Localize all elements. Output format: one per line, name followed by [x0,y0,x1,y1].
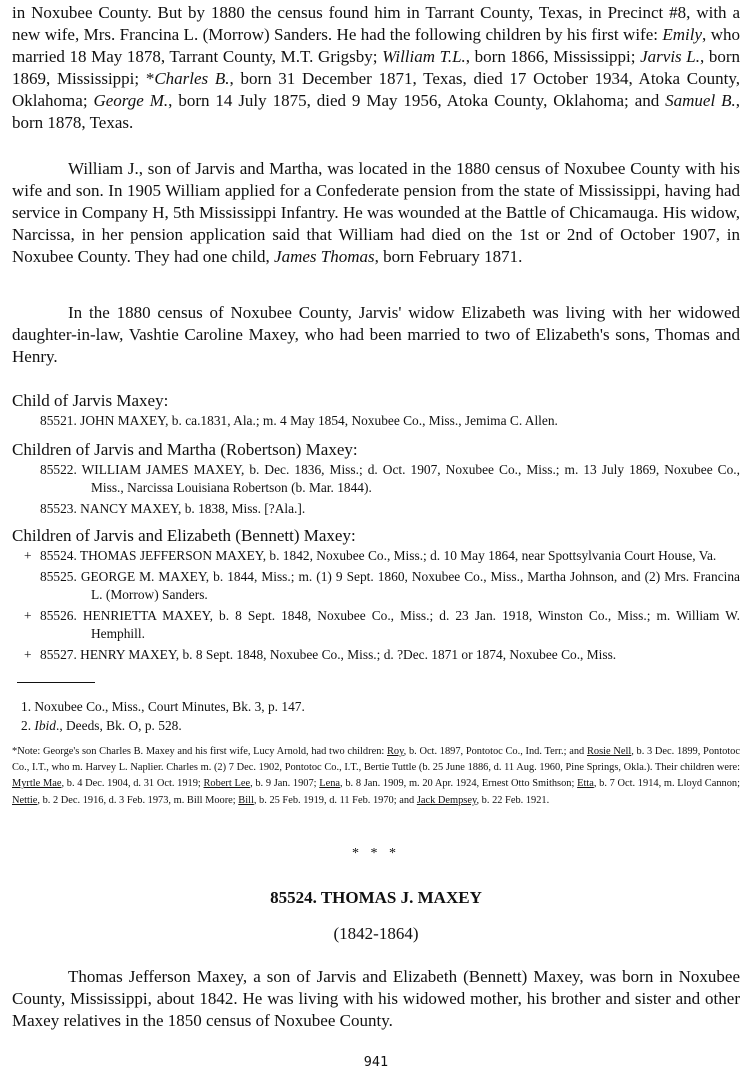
child-name: Charles B. [154,69,230,88]
section-title: 85524. THOMAS J. MAXEY [270,888,482,907]
entry-list [12,412,740,430]
footnote-list [12,697,740,735]
child-name: Robert Lee [203,778,251,790]
child-group-2 [12,439,740,521]
text: *Note: George's son Charles B. Maxey and his first wife, Lucy Arnold, had two children: [12,746,387,757]
list-item: + 85526. HENRIETTA MAXEY, b. 8 Sept. 1848, Noxubee Co., Miss.; d. 23 Jan. 1918, Winston Co., Miss.; m. William W. Hemphill. [24,608,740,641]
group-heading: Child of Jarvis Maxey: [12,391,169,410]
child-name: Jack Dempsey [416,794,477,806]
text: , b. 25 Feb. 1919, d. 11 Feb. 1970; and [253,794,417,806]
group-heading: Children of Jarvis and Martha (Robertson) Maxey: [12,440,358,459]
list-item [12,568,740,604]
child-name: Jarvis L. [640,47,700,66]
child-name: Nettie [12,794,38,806]
child-name: Rosie Nell [586,746,632,757]
section-separator: * * * [352,846,400,861]
entry-text: 85526. HENRIETTA MAXEY, b. 8 Sept. 1848, Noxubee Co., Miss.; d. 23 Jan. 1918, Winston Co., Miss.; m. William W. Hemphill. [40,608,740,641]
text: , born 1866, Mississippi; [465,47,641,66]
entry-list [12,547,740,664]
text: , b. 3 Dec. 1899, Pontotoc Co., I.T., who m. Harvey L. Naplier. Charles m. (2) 7 Dec. 1902, Pontotoc Co., I.T., Bertie Tuttle (b. 25 June 1886, d. 11 Aug. 1960, Pine Springs, Okla.). Their children were: [12,746,740,774]
entry-text: 85523. NANCY MAXEY, b. 1838, Miss. [?Ala.]. [40,501,306,516]
text: William J., son of Jarvis and Martha, was located in the 1880 census of Noxubee County with his wife and son. In 1905 William applied for a Confederate pension from the state of Mississippi, having had service in Company H, 5th Mississippi Infantry. He was wounded at the Battle of Chicamauga. His widow, Narcissa, in her pension application said that William had died on the 1st or 2nd of October 1907, in Noxubee County. They had one child, [12,159,740,266]
page-number: 941 [363,1054,389,1070]
footnote-2 [12,716,740,735]
text: , born 31 December 1871, Texas, died 17 October 1934, Atoka County, Oklahoma; [12,69,740,110]
text: ., Deeds, Bk. O, p. 528. [55,718,182,733]
text: , b. 7 Oct. 1914, m. Lloyd Cannon; [593,778,740,790]
child-name: Bill [238,794,254,806]
section-paragraph: Thomas Jefferson Maxey, a son of Jarvis and Elizabeth (Bennett) Maxey, was born in Noxubee County, Mississippi, about 1842. He was living with his widowed mother, his brother and sister and other Maxey relatives in the 1850 census of Noxubee County. [12,967,740,1030]
entry-text: 85527. HENRY MAXEY, b. 8 Sept. 1848, Noxubee Co., Miss.; d. ?Dec. 1871 or 1874, Noxubee Co., Miss. [40,647,617,662]
text: , b. 8 Jan. 1909, m. 20 Apr. 1924, Ernest Otto Smithson; [340,778,578,790]
widow-paragraph: In the 1880 census of Noxubee County, Jarvis' widow Elizabeth was living with her widowed daughter-in-law, Vashtie Caroline Maxey, who had been married to two of Elizabeth's sons, Thomas and Henry. [12,303,740,366]
text: in Noxubee County. But by 1880 the census found him in Tarrant County, Texas, in Precinct #8, with a new wife, Mrs. Francina L. (Morrow) Sanders. He had the following children by his first wife: [12,3,740,44]
child-name: Lena [319,778,341,790]
text: , born 1878, Texas. [12,91,741,132]
list-item [12,500,740,518]
list-item [12,461,740,497]
text: , born 1869, Mississippi; * [12,47,741,88]
child-name: William T.L. [382,47,466,66]
list-item: + 85527. HENRY MAXEY, b. 8 Sept. 1848, Noxubee Co., Miss.; d. ?Dec. 1871 or 1874, Noxubee Co., Miss. [24,647,617,662]
child-name: Samuel B. [665,91,736,110]
child-name: Emily [662,25,703,44]
text: 2. [21,718,35,733]
group-heading: Children of Jarvis and Elizabeth (Bennett) Maxey: [12,526,356,545]
list-item [12,412,740,430]
child-name: Myrtle Mae [12,778,62,790]
footnotes [12,697,740,735]
child-name: James Thomas [274,247,375,266]
footnote-1: 1. Noxubee Co., Miss., Court Minutes, Bk. 3, p. 147. [21,699,305,714]
child-name: Etta [577,778,594,790]
intro-paragraph [12,2,740,134]
text: , born 14 July 1875, died 9 May 1956, Atoka County, Oklahoma; and [168,91,666,110]
text: , b. 22 Feb. 1921. [476,794,550,806]
child-group-3 [12,525,740,667]
child-group-1 [12,390,740,433]
william-paragraph [12,158,740,268]
entry-list [12,461,740,518]
text: , b. Oct. 1897, Pontotoc Co., Ind. Terr.; and [403,746,587,757]
list-item: + 85524. THOMAS JEFFERSON MAXEY, b. 1842, Noxubee Co., Miss.; d. 10 May 1864, near Spottsylvania Court House, Va. [24,548,717,563]
editor-note [12,744,740,809]
text: , born February 1871. [374,247,523,266]
text: , b. 4 Dec. 1904, d. 31 Oct. 1919; [61,778,204,790]
entry-text: 85524. THOMAS JEFFERSON MAXEY, b. 1842, Noxubee Co., Miss.; d. 10 May 1864, near Spottsylvania Court House, Va. [40,548,717,563]
child-name: George M. [93,91,169,110]
text: , b. 2 Dec. 1916, d. 3 Feb. 1973, m. Bill Moore; [37,794,239,806]
text: , who married 18 May 1878, Tarrant County, M.T. Grigsby; [12,25,740,66]
child-name: Roy [386,746,404,757]
entry-text: 85521. JOHN MAXEY, b. ca.1831, Ala.; m. 4 May 1854, Noxubee Co., Miss., Jemima C. Allen. [40,413,558,428]
section-years: (1842-1864) [333,924,419,943]
text: Ibid [34,718,56,733]
entry-text: 85525. GEORGE M. MAXEY, b. 1844, Miss.; m. (1) 9 Sept. 1860, Noxubee Co., Miss., Martha Johnson, and (2) Mrs. Francina L. (Morrow) Sanders. [40,569,740,602]
footnote-rule [17,682,95,683]
text: , b. 9 Jan. 1907; [250,778,320,790]
entry-text: 85522. WILLIAM JAMES MAXEY, b. Dec. 1836, Miss.; d. Oct. 1907, Noxubee Co., Miss.; m. 13 July 1869, Noxubee Co., Miss., Narcissa Louisiana Robertson (b. Mar. 1844). [40,462,740,495]
